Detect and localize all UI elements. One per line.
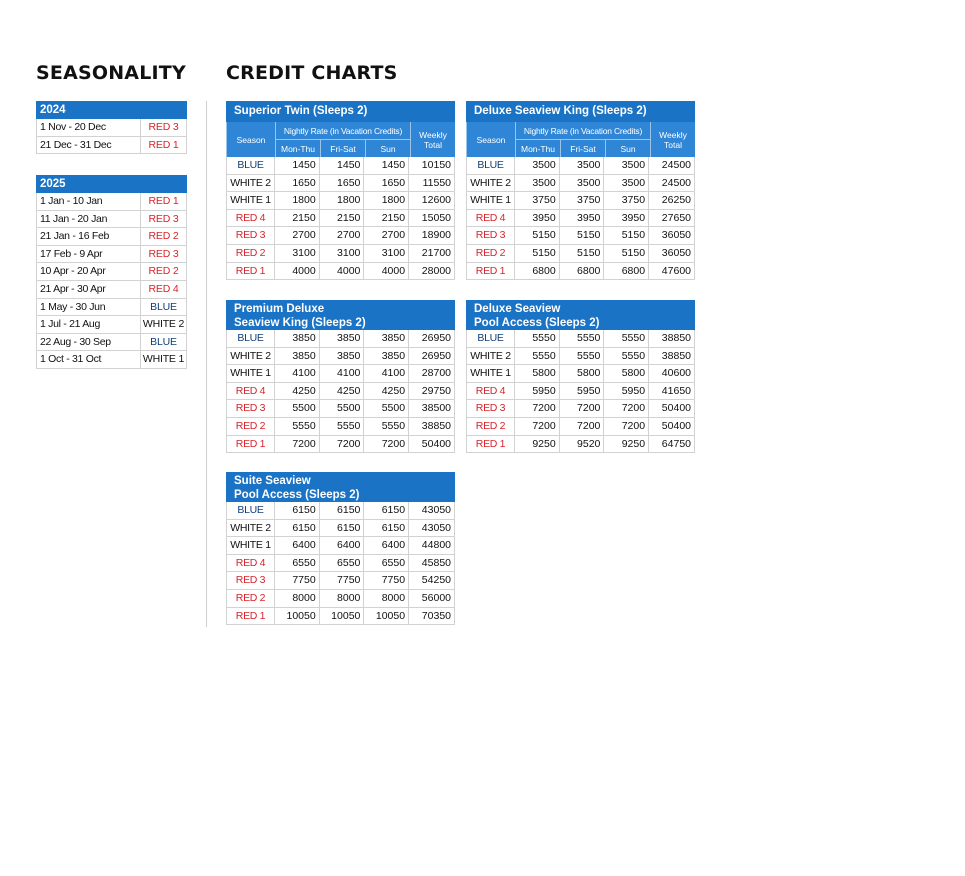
seasonality-heading: SEASONALITY [36,62,186,84]
row-mon-thu: 3750 [515,192,560,209]
season-row [36,119,187,137]
season-year-title: 2025 [36,175,187,193]
season-row [36,299,187,317]
row-weekly-total: 36050 [649,245,695,262]
row-fri-sat: 10050 [320,608,365,625]
credit-row [226,263,455,281]
row-weekly-total: 54250 [409,572,455,589]
credit-row [466,263,695,281]
row-fri-sat: 5550 [560,330,605,347]
row-season: BLUE [467,157,515,174]
credit-table [466,101,695,280]
row-weekly-total: 28700 [409,365,455,382]
row-weekly-total: 15050 [409,210,455,227]
row-weekly-total: 24500 [649,157,695,174]
row-fri-sat: 5550 [320,418,365,435]
season-dates: 21 Apr - 30 Apr [37,281,141,298]
row-fri-sat: 4100 [320,365,365,382]
row-season: WHITE 1 [227,365,275,382]
season-label: BLUE [150,335,177,348]
header-mon-thu: Mon-Thu [516,140,561,157]
row-sun: 3500 [604,175,649,192]
row-mon-thu: 6800 [515,263,560,280]
row-sun: 4100 [364,365,409,382]
credit-table [226,101,455,280]
row-mon-thu: 3500 [515,157,560,174]
season-dates: 21 Jan - 16 Feb [37,228,141,245]
row-weekly-total: 50400 [409,436,455,453]
season-label: RED 3 [148,212,179,225]
credit-row [466,348,695,366]
row-weekly-total: 50400 [649,418,695,435]
season-dates: 22 Aug - 30 Sep [37,334,141,351]
credit-row [466,400,695,418]
credit-table-title [466,101,695,122]
row-fri-sat: 2150 [320,210,365,227]
row-mon-thu: 5150 [515,245,560,262]
row-weekly-total: 27650 [649,210,695,227]
credit-table-title-line: Deluxe Seaview King (Sleeps 2) [474,105,647,117]
season-dates: 1 Oct - 31 Oct [37,351,141,368]
row-sun: 7750 [364,572,409,589]
row-season: BLUE [227,157,275,174]
header-fri-sat: Fri-Sat [561,140,606,157]
row-weekly-total: 47600 [649,263,695,280]
credit-row [466,330,695,348]
row-sun: 5150 [604,245,649,262]
row-mon-thu: 3100 [275,245,320,262]
season-row [36,281,187,299]
header-season: Season [227,122,276,157]
row-weekly-total: 45850 [409,555,455,572]
row-season: RED 2 [227,418,275,435]
row-fri-sat: 2700 [320,227,365,244]
row-weekly-total: 29750 [409,383,455,400]
row-mon-thu: 4250 [275,383,320,400]
season-year-block [36,101,187,154]
row-fri-sat: 5150 [560,227,605,244]
credit-table [226,472,455,625]
row-season: WHITE 2 [227,520,275,537]
credit-table-title [466,300,695,330]
credit-table-title-line: Deluxe Seaview [474,303,561,315]
credit-table-title [226,101,455,122]
row-mon-thu: 6400 [275,537,320,554]
credit-table-header [466,122,695,157]
row-mon-thu: 7200 [515,400,560,417]
season-row [36,351,187,369]
row-sun: 5150 [604,227,649,244]
row-season: RED 2 [227,245,275,262]
row-season: RED 4 [467,383,515,400]
row-sun: 6400 [364,537,409,554]
row-mon-thu: 3500 [515,175,560,192]
credit-row [226,520,455,538]
row-season: BLUE [227,330,275,347]
row-weekly-total: 43050 [409,520,455,537]
season-label: RED 1 [148,195,179,207]
credit-row [226,555,455,573]
row-fri-sat: 3100 [320,245,365,262]
row-sun: 4000 [364,263,409,280]
credit-row [226,245,455,263]
row-fri-sat: 5500 [320,400,365,417]
row-fri-sat: 5800 [560,365,605,382]
row-sun: 1650 [364,175,409,192]
row-mon-thu: 5500 [275,400,320,417]
credit-row [226,365,455,383]
row-sun: 1800 [364,192,409,209]
row-sun: 5550 [364,418,409,435]
row-fri-sat: 4000 [320,263,365,280]
row-season: WHITE 2 [467,175,515,192]
row-mon-thu: 6150 [275,502,320,519]
row-fri-sat: 4250 [320,383,365,400]
row-season: RED 3 [467,400,515,417]
row-sun: 5800 [604,365,649,382]
season-row [36,316,187,334]
row-mon-thu: 5150 [515,227,560,244]
season-row [36,334,187,352]
row-mon-thu: 1450 [275,157,320,174]
row-mon-thu: 6550 [275,555,320,572]
row-sun: 5500 [364,400,409,417]
row-sun: 3100 [364,245,409,262]
row-mon-thu: 4100 [275,365,320,382]
row-weekly-total: 24500 [649,175,695,192]
row-weekly-total: 12600 [409,192,455,209]
row-weekly-total: 38500 [409,400,455,417]
row-sun: 7200 [604,418,649,435]
row-weekly-total: 36050 [649,227,695,244]
credit-row [466,210,695,228]
season-dates: 21 Dec - 31 Dec [37,137,141,154]
row-fri-sat: 3500 [560,175,605,192]
credit-row [226,175,455,193]
row-season: RED 4 [227,210,275,227]
credit-table-title [226,472,455,502]
row-weekly-total: 43050 [409,502,455,519]
row-sun: 3850 [364,348,409,365]
row-weekly-total: 26950 [409,348,455,365]
credit-row [466,227,695,245]
row-fri-sat: 6150 [320,502,365,519]
row-weekly-total: 21700 [409,245,455,262]
header-nightly-rate: Nightly Rate (in Vacation Credits) [516,122,650,140]
row-fri-sat: 7200 [560,418,605,435]
credit-row [226,210,455,228]
row-weekly-total: 70350 [409,608,455,625]
credit-table-title-line: Suite Seaview [234,475,311,487]
header-day-columns [516,140,650,157]
credit-row [226,192,455,210]
row-sun: 8000 [364,590,409,607]
row-sun: 5550 [604,330,649,347]
credit-table-header [226,122,455,157]
row-season: WHITE 1 [467,365,515,382]
row-season: WHITE 2 [227,348,275,365]
row-sun: 1450 [364,157,409,174]
row-fri-sat: 3950 [560,210,605,227]
row-mon-thu: 4000 [275,263,320,280]
header-weekly-total: Weekly Total [419,129,447,150]
row-weekly-total: 50400 [649,400,695,417]
row-season: WHITE 1 [467,192,515,209]
row-weekly-total: 28000 [409,263,455,280]
row-weekly-total: 11550 [409,175,455,192]
credit-table-title-line: Pool Access (Sleeps 2) [234,489,360,501]
row-fri-sat: 8000 [320,590,365,607]
credit-charts-heading: CREDIT CHARTS [226,62,398,84]
row-sun: 7200 [604,400,649,417]
row-sun: 5950 [604,383,649,400]
row-fri-sat: 6800 [560,263,605,280]
season-row [36,137,187,155]
row-mon-thu: 2150 [275,210,320,227]
credit-row [226,590,455,608]
season-dates: 1 May - 30 Jun [37,299,141,316]
row-weekly-total: 38850 [649,348,695,365]
row-sun: 10050 [364,608,409,625]
credit-row [226,572,455,590]
row-fri-sat: 3850 [320,348,365,365]
season-row [36,228,187,246]
row-weekly-total: 26250 [649,192,695,209]
row-season: RED 3 [227,572,275,589]
row-sun: 6800 [604,263,649,280]
row-fri-sat: 3850 [320,330,365,347]
row-weekly-total: 10150 [409,157,455,174]
row-fri-sat: 6550 [320,555,365,572]
season-dates: 17 Feb - 9 Apr [37,246,141,263]
row-fri-sat: 7750 [320,572,365,589]
season-label: RED 2 [148,230,179,243]
row-fri-sat: 5150 [560,245,605,262]
row-season: RED 2 [227,590,275,607]
credit-row [466,365,695,383]
row-mon-thu: 5800 [515,365,560,382]
credit-table-title-line: Superior Twin (Sleeps 2) [234,105,368,117]
season-dates: 1 Jul - 21 Aug [37,316,141,333]
credit-row [466,418,695,436]
row-season: BLUE [227,502,275,519]
row-sun: 6150 [364,502,409,519]
credit-row [466,436,695,454]
header-nightly-group [276,122,411,157]
row-sun: 3950 [604,210,649,227]
season-row [36,246,187,264]
season-dates: 1 Nov - 20 Dec [37,119,141,136]
row-mon-thu: 5550 [515,330,560,347]
row-fri-sat: 3750 [560,192,605,209]
row-mon-thu: 1650 [275,175,320,192]
credit-row [226,436,455,454]
header-nightly-rate: Nightly Rate (in Vacation Credits) [276,122,410,140]
season-label: WHITE 1 [142,353,185,366]
row-weekly-total: 38850 [649,330,695,347]
row-mon-thu: 5550 [275,418,320,435]
row-mon-thu: 3950 [515,210,560,227]
row-mon-thu: 7750 [275,572,320,589]
row-mon-thu: 5550 [515,348,560,365]
header-weekly-total: Weekly Total [659,129,687,150]
row-fri-sat: 5550 [560,348,605,365]
row-weekly-total: 64750 [649,436,695,453]
row-mon-thu: 5950 [515,383,560,400]
row-season: RED 3 [227,227,275,244]
season-label: RED 1 [148,138,179,151]
header-nightly-group [516,122,651,157]
credit-row [466,157,695,175]
row-season: RED 1 [467,263,515,280]
credit-table-title-line: Seaview King (Sleeps 2) [234,317,366,329]
row-season: RED 4 [227,383,275,400]
credit-table [466,300,695,453]
credit-table-title-line: Pool Access (Sleeps 2) [474,317,600,329]
row-sun: 5550 [604,348,649,365]
header-mon-thu: Mon-Thu [276,140,321,157]
season-label: RED 2 [148,265,179,278]
header-sun: Sun [380,143,396,154]
row-sun: 9250 [604,436,649,453]
column-divider [206,101,207,627]
row-season: WHITE 2 [227,175,275,192]
row-season: RED 3 [467,227,515,244]
season-label: RED 4 [148,282,179,295]
row-mon-thu: 6150 [275,520,320,537]
credit-row [226,330,455,348]
row-mon-thu: 7200 [275,436,320,453]
row-season: RED 4 [227,555,275,572]
row-season: WHITE 1 [227,192,275,209]
row-mon-thu: 3850 [275,348,320,365]
header-fri-sat: Fri-Sat [321,140,366,157]
row-fri-sat: 5950 [560,383,605,400]
credit-table-title-line: Premium Deluxe [234,303,325,315]
row-fri-sat: 1800 [320,192,365,209]
row-season: RED 1 [227,436,275,453]
row-season: RED 1 [227,263,275,280]
row-sun: 3500 [604,157,649,174]
row-season: BLUE [467,330,515,347]
credit-row [466,245,695,263]
season-label: BLUE [150,300,177,313]
season-dates: 10 Apr - 20 Apr [37,263,141,280]
credit-row [226,502,455,520]
season-label: WHITE 2 [142,318,185,331]
season-dates: 11 Jan - 20 Jan [37,211,141,228]
row-fri-sat: 9520 [560,436,605,453]
credit-row [466,383,695,401]
credit-table-title [226,300,455,330]
row-sun: 6550 [364,555,409,572]
credit-row [226,348,455,366]
row-mon-thu: 9250 [515,436,560,453]
row-weekly-total: 41650 [649,383,695,400]
row-fri-sat: 7200 [320,436,365,453]
row-season: RED 1 [227,608,275,625]
season-year-title: 2024 [36,101,187,119]
row-fri-sat: 6150 [320,520,365,537]
credit-table [226,300,455,453]
row-sun: 4250 [364,383,409,400]
season-row [36,193,187,211]
credit-row [466,175,695,193]
row-weekly-total: 38850 [409,418,455,435]
row-mon-thu: 8000 [275,590,320,607]
row-sun: 2150 [364,210,409,227]
credit-row [226,227,455,245]
row-sun: 3750 [604,192,649,209]
credit-row [226,418,455,436]
season-row [36,211,187,229]
credit-row [226,157,455,175]
season-label: RED 3 [148,247,179,260]
row-season: RED 3 [227,400,275,417]
season-row [36,263,187,281]
credit-row [226,400,455,418]
credit-row [466,192,695,210]
header-day-columns [276,140,410,157]
row-mon-thu: 3850 [275,330,320,347]
row-season: WHITE 2 [467,348,515,365]
credit-row [226,608,455,626]
row-fri-sat: 7200 [560,400,605,417]
row-season: RED 2 [467,245,515,262]
row-sun: 7200 [364,436,409,453]
row-sun: 6150 [364,520,409,537]
row-weekly-total: 26950 [409,330,455,347]
header-sun: Sun [620,143,636,154]
row-sun: 2700 [364,227,409,244]
row-season: RED 1 [467,436,515,453]
row-weekly-total: 44800 [409,537,455,554]
row-mon-thu: 7200 [515,418,560,435]
row-sun: 3850 [364,330,409,347]
credit-row [226,537,455,555]
row-mon-thu: 2700 [275,227,320,244]
row-season: RED 4 [467,210,515,227]
row-weekly-total: 18900 [409,227,455,244]
row-fri-sat: 3500 [560,157,605,174]
row-weekly-total: 40600 [649,365,695,382]
season-dates: 1 Jan - 10 Jan [37,193,141,210]
row-season: WHITE 1 [227,537,275,554]
row-weekly-total: 56000 [409,590,455,607]
season-label: RED 3 [148,121,179,133]
row-fri-sat: 6400 [320,537,365,554]
row-mon-thu: 1800 [275,192,320,209]
credit-row [226,383,455,401]
row-mon-thu: 10050 [275,608,320,625]
row-season: RED 2 [467,418,515,435]
row-fri-sat: 1450 [320,157,365,174]
season-year-block [36,175,187,369]
header-season: Season [467,122,516,157]
row-fri-sat: 1650 [320,175,365,192]
